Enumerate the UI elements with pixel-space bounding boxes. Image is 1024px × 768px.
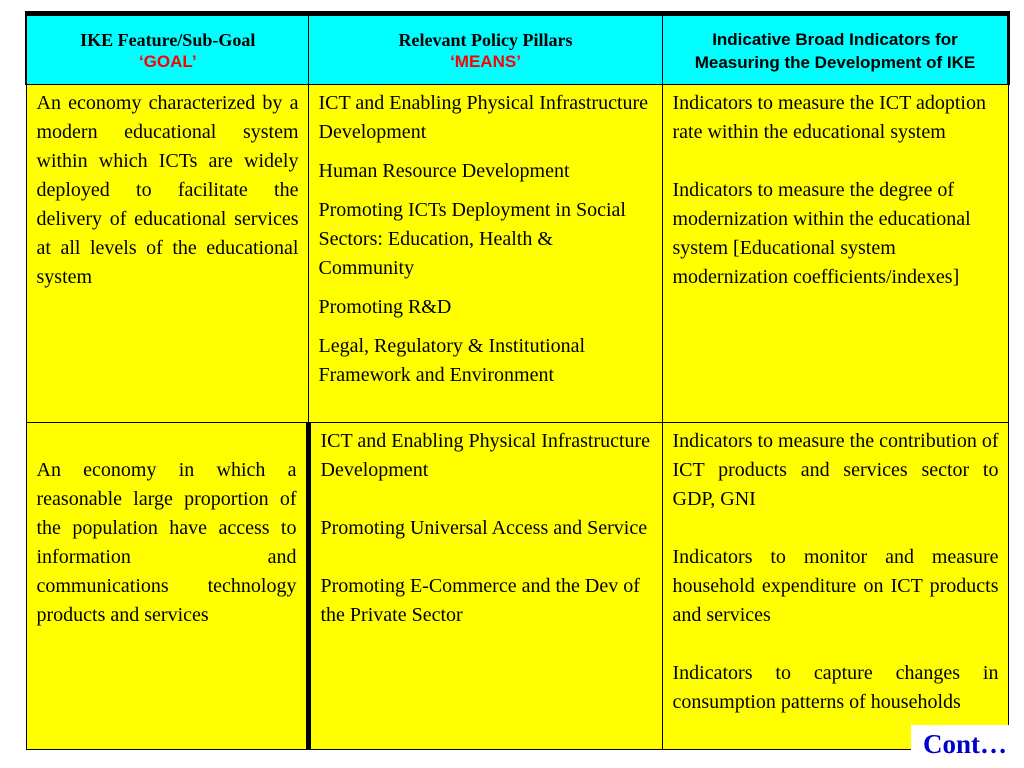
header-row	[26, 14, 1008, 85]
header-goal-title: IKE Feature/Sub-Goal	[80, 30, 256, 50]
pillar-item: Human Resource Development	[318, 160, 570, 182]
indicator-item: Indicators to capture changes in consumption patterns of households	[672, 662, 999, 713]
pillar-item: Promoting E-Commerce and the Dev of the Private Sector	[320, 575, 640, 626]
header-goal-tag: ‘GOAL’	[138, 52, 197, 71]
goal-cell	[26, 423, 308, 750]
pillar-item: ICT and Enabling Physical Infrastructure Development	[318, 92, 649, 143]
goal-text: An economy in which a reasonable large proportion of the population have access to information and communications technology products and services	[36, 459, 297, 626]
indicator-item: Indicators to measure the degree of modernization within the educational system [Educational system modernization coefficients/indexes]	[672, 179, 971, 288]
indicators-cell	[662, 423, 1008, 750]
pillar-item: Promoting R&D	[318, 296, 452, 318]
pillar-item: Promoting Universal Access and Service	[320, 517, 648, 539]
ike-indicators-table	[25, 11, 1010, 750]
indicators-cell	[662, 85, 1008, 423]
continue-label: Cont…	[911, 725, 1017, 766]
goal-cell	[26, 85, 308, 423]
table-row	[26, 85, 1008, 423]
header-indicators	[662, 14, 1008, 85]
header-goal	[26, 14, 308, 85]
indicator-item: Indicators to measure the ICT adoption rate within the educational system	[672, 92, 986, 143]
header-means-title: Relevant Policy Pillars	[398, 30, 573, 50]
table-row	[26, 423, 1008, 750]
header-means-tag: ‘MEANS’	[450, 52, 521, 71]
header-indicators-line1: Indicative Broad Indicators for	[712, 30, 958, 49]
goal-text: An economy characterized by a modern educational system within which ICTs are widely deployed to facilitate the delivery of educational services at all levels of the educational system	[36, 92, 299, 288]
pillar-item: ICT and Enabling Physical Infrastructure Development	[320, 430, 651, 481]
pillars-cell	[308, 423, 662, 750]
header-means	[308, 14, 662, 85]
pillar-item: Promoting ICTs Deployment in Social Sectors: Education, Health & Community	[318, 199, 626, 279]
header-indicators-line2: Measuring the Development of IKE	[694, 53, 976, 72]
indicator-item: Indicators to monitor and measure household expenditure on ICT products and services	[672, 546, 999, 626]
indicator-item: Indicators to measure the contribution of ICT products and services sector to GDP, GNI	[672, 430, 999, 510]
pillar-item: Legal, Regulatory & Institutional Framework and Environment	[318, 335, 586, 386]
pillars-cell	[308, 85, 662, 423]
